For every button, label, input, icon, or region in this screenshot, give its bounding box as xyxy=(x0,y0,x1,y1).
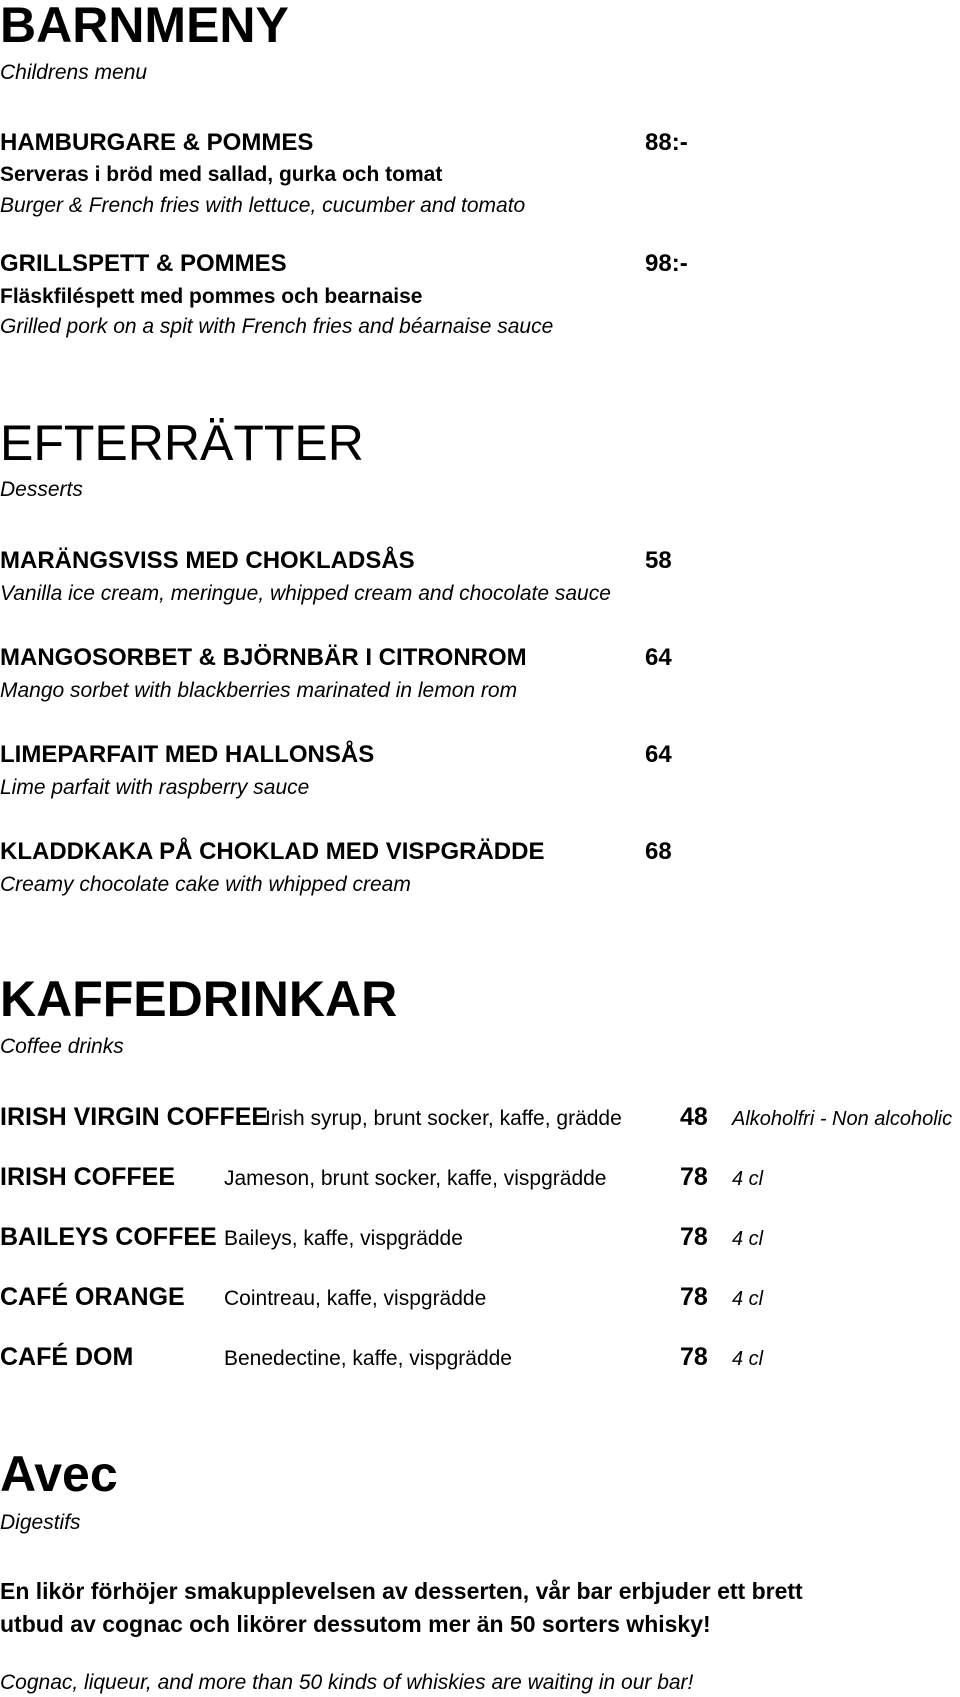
coffee-item-1-name: IRISH VIRGIN COFFEE xyxy=(0,1103,269,1131)
coffee-item-3-price: 78 xyxy=(680,1223,708,1251)
avec-text-sv-line2: utbud av cognac och likörer dessutom mer än 50 sorters whisky! xyxy=(0,1611,711,1637)
desserts-subtitle: Desserts xyxy=(0,478,83,501)
kids-item-2-desc-sv: Fläskfiléspett med pommes och bearnaise xyxy=(0,285,423,308)
coffee-item-4-price: 78 xyxy=(680,1283,708,1311)
coffee-item-1-desc: Irish syrup, brunt socker, kaffe, grädde xyxy=(265,1107,622,1130)
coffee-item-5-note: 4 cl xyxy=(732,1348,764,1370)
coffee-subtitle: Coffee drinks xyxy=(0,1035,124,1058)
kids-item-2-name: GRILLSPETT & POMMES xyxy=(0,250,287,277)
avec-text-sv-line1: En likör förhöjer smakupplevelsen av desserten, vår bar erbjuder ett brett xyxy=(0,1578,803,1604)
kids-item-2-desc-en: Grilled pork on a spit with French fries and béarnaise sauce xyxy=(0,315,554,338)
coffee-item-3-desc: Baileys, kaffe, vispgrädde xyxy=(224,1227,463,1250)
dessert-item-4-name: KLADDKAKA PÅ CHOKLAD MED VISPGRÄDDE xyxy=(0,838,545,865)
coffee-item-2-price: 78 xyxy=(680,1163,708,1191)
dessert-item-1-desc: Vanilla ice cream, meringue, whipped cream and chocolate sauce xyxy=(0,582,611,605)
kids-subtitle: Childrens menu xyxy=(0,61,148,84)
coffee-title: KAFFEDRINKAR xyxy=(0,971,398,1027)
dessert-item-2-name: MANGOSORBET & BJÖRNBÄR I CITRONROM xyxy=(0,644,527,671)
kids-item-1-desc-sv: Serveras i bröd med sallad, gurka och tomat xyxy=(0,163,443,186)
avec-title: Avec xyxy=(0,1446,118,1502)
kids-item-1-name: HAMBURGARE & POMMES xyxy=(0,129,314,156)
coffee-item-1-note: Alkoholfri - Non alcoholic xyxy=(732,1108,953,1130)
dessert-item-2-price: 64 xyxy=(645,644,672,671)
dessert-item-4-price: 68 xyxy=(645,838,672,865)
kids-item-2-price: 98:- xyxy=(645,250,688,277)
coffee-item-1-price: 48 xyxy=(680,1103,708,1131)
dessert-item-3-desc: Lime parfait with raspberry sauce xyxy=(0,776,310,799)
coffee-item-5-name: CAFÉ DOM xyxy=(0,1343,134,1371)
coffee-item-2-name: IRISH COFFEE xyxy=(0,1163,176,1191)
coffee-item-4-note: 4 cl xyxy=(732,1288,764,1310)
coffee-item-2-note: 4 cl xyxy=(732,1168,764,1190)
coffee-item-5-price: 78 xyxy=(680,1343,708,1371)
desserts-title: EFTERRÄTTER xyxy=(0,415,364,471)
kids-title: BARNMENY xyxy=(0,0,289,53)
coffee-item-4-desc: Cointreau, kaffe, vispgrädde xyxy=(224,1287,487,1310)
kids-item-1-price: 88:- xyxy=(645,129,688,156)
dessert-item-3-name: LIMEPARFAIT MED HALLONSÅS xyxy=(0,741,375,768)
coffee-item-3-name: BAILEYS COFFEE xyxy=(0,1223,217,1251)
dessert-item-4-desc: Creamy chocolate cake with whipped cream xyxy=(0,873,411,896)
avec-text-en: Cognac, liqueur, and more than 50 kinds of whiskies are waiting in our bar! xyxy=(0,1671,694,1694)
dessert-item-3-price: 64 xyxy=(645,741,672,768)
coffee-item-5-desc: Benedectine, kaffe, vispgrädde xyxy=(224,1347,512,1370)
coffee-item-4-name: CAFÉ ORANGE xyxy=(0,1283,185,1311)
dessert-item-1-price: 58 xyxy=(645,547,672,574)
avec-subtitle: Digestifs xyxy=(0,1511,81,1534)
coffee-item-3-note: 4 cl xyxy=(732,1228,764,1250)
coffee-item-2-desc: Jameson, brunt socker, kaffe, vispgrädde xyxy=(224,1167,607,1190)
dessert-item-1-name: MARÄNGSVISS MED CHOKLADSÅS xyxy=(0,547,415,574)
kids-item-1-desc-en: Burger & French fries with lettuce, cucumber and tomato xyxy=(0,194,526,217)
dessert-item-2-desc: Mango sorbet with blackberries marinated in lemon rom xyxy=(0,679,518,702)
